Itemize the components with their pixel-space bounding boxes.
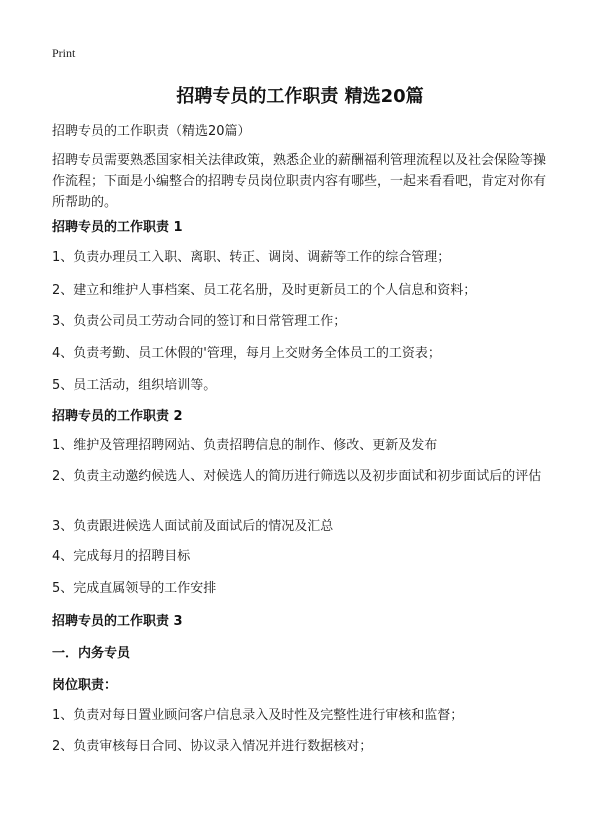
- section-2-heading: 招聘专员的工作职责 2: [52, 409, 183, 424]
- list-item: 2、建立和维护人事档案、员工花名册，及时更新员工的个人信息和资料；: [52, 283, 477, 298]
- page-title: 招聘专员的工作职责 精选20篇: [176, 86, 424, 107]
- section-3-label: 岗位职责：: [52, 678, 118, 693]
- section-1-heading: 招聘专员的工作职责 1: [52, 220, 183, 235]
- section-3-heading: 招聘专员的工作职责 3: [52, 614, 183, 629]
- list-item: 1、维护及管理招聘网站、负责招聘信息的制作、修改、更新及发布: [52, 438, 438, 453]
- list-item: 4、负责考勤、员工休假的'管理，每月上交财务全体员工的工资表；: [52, 346, 441, 361]
- print-label: Print: [52, 46, 76, 60]
- intro-paragraph: 招聘专员需要熟悉国家相关法律政策，熟悉企业的薪酬福利管理流程以及社会保险等操作流程；下面是小编整合的招聘专员岗位职责内容有哪些，一起来看看吧，肯定对你有所帮助的。: [52, 153, 547, 210]
- list-item: 1、负责办理员工入职、离职、转正、调岗、调薪等工作的综合管理；: [52, 250, 451, 265]
- list-item: 1、负责对每日置业顾问客户信息录入及时性及完整性进行审核和监督；: [52, 708, 464, 723]
- list-item: 4、完成每月的招聘目标: [52, 549, 191, 564]
- list-item: 2、负责主动邀约候选人、对候选人的简历进行筛选以及初步面试和初步面试后的评估: [52, 469, 542, 484]
- list-item: 2、负责审核每日合同、协议录入情况并进行数据核对；: [52, 739, 373, 754]
- list-item: 5、完成直属领导的工作安排: [52, 581, 217, 596]
- section-3-subheading: 一．内务专员: [52, 646, 131, 661]
- list-item: 3、负责公司员工劳动合同的签订和日常管理工作；: [52, 314, 347, 329]
- list-item: 5、员工活动，组织培训等。: [52, 378, 217, 393]
- list-item: 3、负责跟进候选人面试前及面试后的情况及汇总: [52, 519, 334, 534]
- subtitle: 招聘专员的工作职责（精选20篇）: [52, 124, 251, 139]
